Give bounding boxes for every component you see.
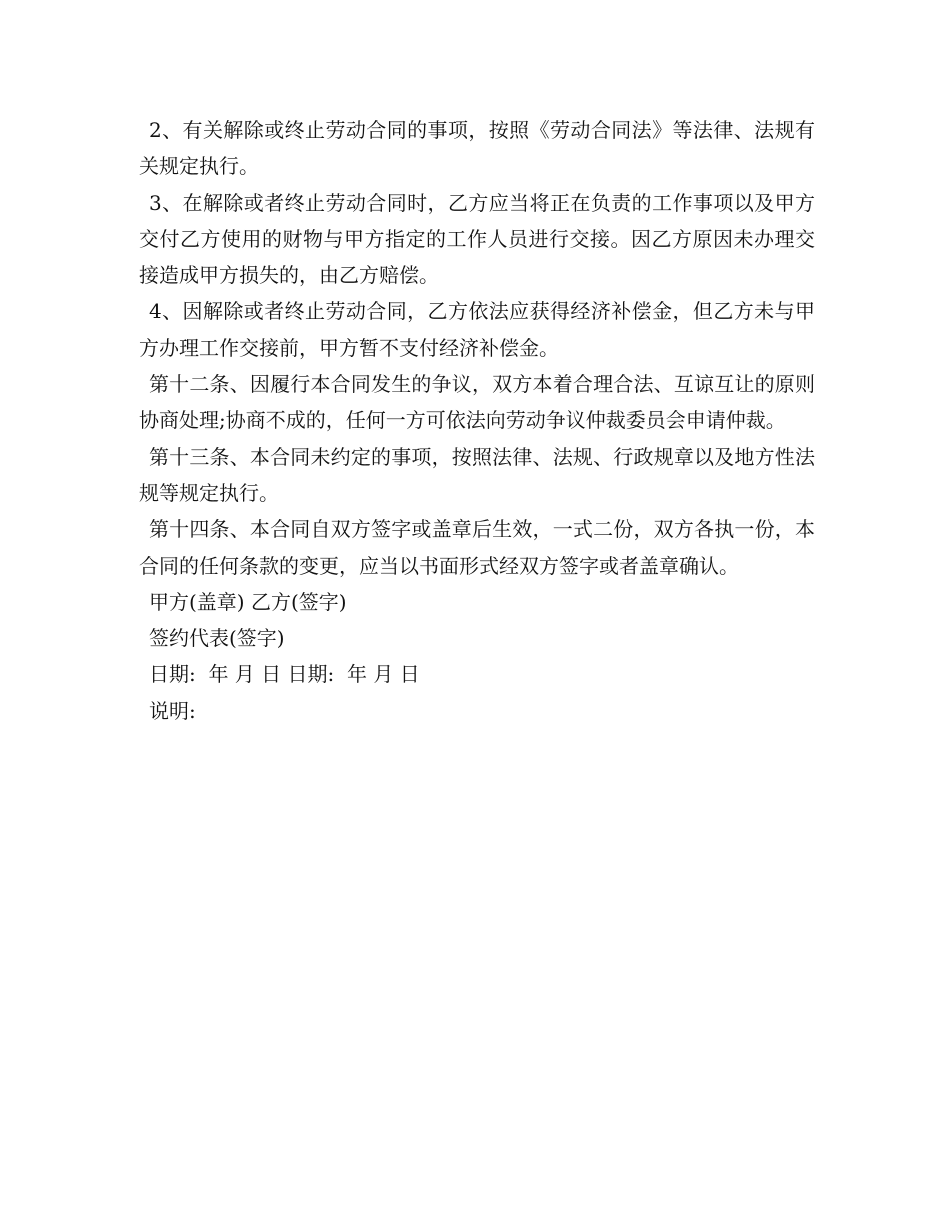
signature-parties-line: 甲方(盖章) 乙方(签字) bbox=[149, 589, 347, 614]
clause-item-3: 3、在解除或者终止劳动合同时，乙方应当将正在负责的工作事项以及甲方交付乙方使用的财物与甲方指定的工作人员进行交接。因乙方原因未办理交接造成甲方损失的，由乙方赔偿。 bbox=[139, 190, 815, 288]
note-label: 说明: bbox=[149, 698, 196, 723]
clause-item-2: 2、有关解除或终止劳动合同的事项，按照《劳动合同法》等法律、法规有关规定执行。 bbox=[139, 118, 815, 179]
article-12: 第十二条、因履行本合同发生的争议，双方本着合理合法、互谅互让的原则协商处理;协商不成的，任何一方可依法向劳动争议仲裁委员会申请仲裁。 bbox=[139, 372, 815, 433]
article-14: 第十四条、本合同自双方签字或盖章后生效，一式二份，双方各执一份，本合同的任何条款的变更，应当以书面形式经双方签字或者盖章确认。 bbox=[139, 517, 815, 578]
signature-date-line: 日期: 年 月 日 日期: 年 月 日 bbox=[149, 662, 420, 687]
signature-representative-line: 签约代表(签字) bbox=[149, 626, 285, 651]
clause-item-4: 4、因解除或者终止劳动合同，乙方依法应获得经济补偿金，但乙方未与甲方办理工作交接前，甲方暂不支付经济补偿金。 bbox=[139, 299, 815, 360]
article-13: 第十三条、本合同未约定的事项，按照法律、法规、行政规章以及地方性法规等规定执行。 bbox=[139, 444, 815, 505]
document-body bbox=[139, 112, 815, 729]
